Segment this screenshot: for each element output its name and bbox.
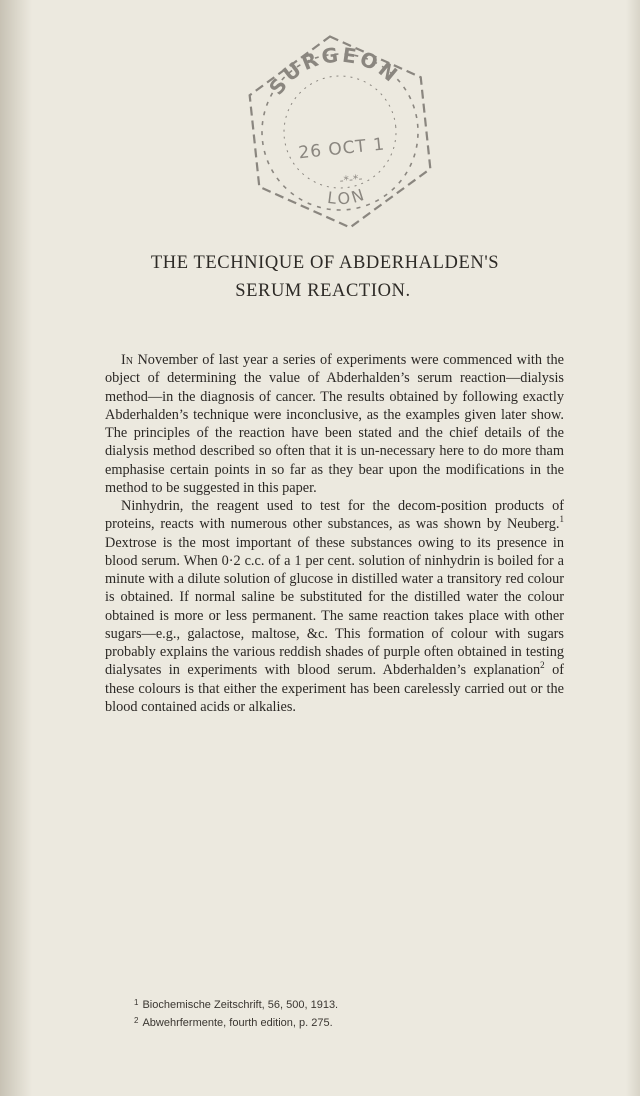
paragraph-2 xyxy=(105,497,564,716)
footnote-1-number: 1 xyxy=(134,998,139,1007)
stamp-top-text: SURGEON xyxy=(264,42,405,100)
footnote-1-text: Biochemische Zeitschrift, 56, 500, 1913. xyxy=(142,999,339,1011)
footnote-2-text: Abwehrfermente, fourth edition, p. 275. xyxy=(142,1017,333,1029)
svg-text:SURGEON xyxy=(260,36,406,101)
paragraph-1 xyxy=(105,351,564,497)
footnote-2 xyxy=(134,1013,554,1031)
article-body xyxy=(105,351,564,716)
paragraph-2-text-b: Dextrose is the most important of these substances owing to its presence in blood serum. When 0·2 c.c. of a 1 per cent. solution of ninhydrin is boiled for a minute with a dilute solution of glucose in distilled water a transitory red colour is obtained. If normal saline be substituted for the distilled water the colour obtained is more or less permanent. The same reaction takes place with other sugars—e.g., galactose, maltose, &c. This formation of colour with sugars probably explains the various reddish shades of purple often obtained in testing dialysates in experiments with blood serum. Abderhalden’s explanation xyxy=(105,534,564,679)
footnotes xyxy=(134,995,554,1031)
page-edge-shadow-right xyxy=(626,0,640,1096)
footnote-ref-1[interactable]: 1 xyxy=(559,514,564,525)
footnote-ref-2[interactable]: 2 xyxy=(540,660,545,671)
paragraph-1-text: November of last year a series of experiments were commenced with the object of determining the value of Abderhalden’s serum reaction—dialysis method—in the diagnosis of cancer. The results obtained by following exactly Abderhalden’s technique were inconclusive, as the examples given later show. The principles of the reaction have been stated and the chief details of the dialysis method described so often that it is un-necessary here to do more tham emphasise certain points in so far as they bear upon the modifications in the method to be suggested in this paper. xyxy=(105,352,564,496)
footnote-1 xyxy=(134,995,554,1013)
svg-text:LON xyxy=(324,184,369,210)
footnote-2-number: 2 xyxy=(134,1016,139,1025)
stamp-date-text: 26 OCT 1 xyxy=(297,134,387,164)
library-stamp-graphic xyxy=(234,26,446,238)
library-stamp xyxy=(234,26,446,238)
stamp-bottom-text: LON xyxy=(326,184,370,209)
stamp-ornament: -*-*- xyxy=(338,171,364,188)
paragraph-2-text-a: Ninhydrin, the reagent used to test for the decom-position products of proteins, reacts with numerous other substances, as was shown by Neuberg. xyxy=(105,498,564,533)
paragraph-1-lead: In xyxy=(121,352,133,368)
page-edge-shadow-left xyxy=(0,0,32,1096)
paragraph-2-text-c: of these colours is that either the experiment has been carelessly carried out or the blood contained acids or alkalies. xyxy=(105,662,564,715)
article-title-line-1: THE TECHNIQUE OF ABDERHALDEN'S xyxy=(150,253,500,273)
article-title-line-2: SERUM REACTION. xyxy=(235,281,411,301)
